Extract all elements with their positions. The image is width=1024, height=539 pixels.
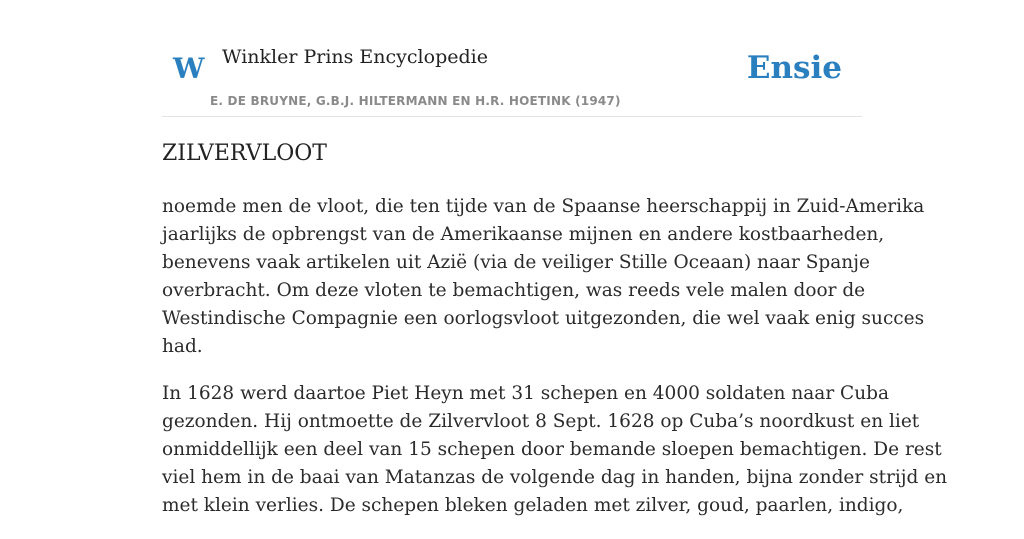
text-line: noemde men de vloot, die ten tijde van de Spaanse heerschappij in Zuid-Amerika xyxy=(162,196,925,217)
text-line: In 1628 werd daartoe Piet Heyn met 31 schepen en 4000 soldaten naar Cuba xyxy=(162,383,889,404)
text-line: benevens vaak artikelen uit Azië (via de veiliger Stille Oceaan) naar Spanje xyxy=(162,252,870,273)
paragraph-1 xyxy=(162,193,925,361)
text-line: had. xyxy=(162,336,203,357)
ensie-logo[interactable]: Ensie xyxy=(746,50,842,86)
text-line: viel hem in de baai van Matanzas de volgende dag in handen, bijna zonder strijd en xyxy=(162,467,948,488)
article-body xyxy=(162,193,948,539)
text-line: overbracht. Om deze vloten te bemachtigen, was reeds vele malen door de xyxy=(162,280,866,301)
authors-line: E. DE BRUYNE, G.B.J. HILTERMANN EN H.R. HOETINK (1947) xyxy=(210,94,621,108)
article-headword: ZILVERVLOOT xyxy=(162,141,327,166)
text-line: Westindische Compagnie een oorlogsvloot uitgezonden, die wel vaak enig succes xyxy=(162,308,925,329)
text-line: jaarlijks de opbrengst van de Amerikaanse mijnen en andere kostbaarheden, xyxy=(162,224,885,245)
paragraph-2 xyxy=(162,380,948,520)
source-title[interactable]: Winkler Prins Encyclopedie xyxy=(222,46,488,68)
header xyxy=(162,0,862,117)
winkler-prins-logo-icon[interactable]: W xyxy=(173,52,205,85)
text-line: met klein verlies. De schepen bleken geladen met zilver, goud, paarlen, indigo, xyxy=(162,495,904,516)
text-line: onmiddellijk een deel van 15 schepen door bemande sloepen bemachtigen. De rest xyxy=(162,439,942,460)
text-line: gezonden. Hij ontmoette de Zilvervloot 8 Sept. 1628 op Cuba’s noordkust en liet xyxy=(162,411,920,432)
